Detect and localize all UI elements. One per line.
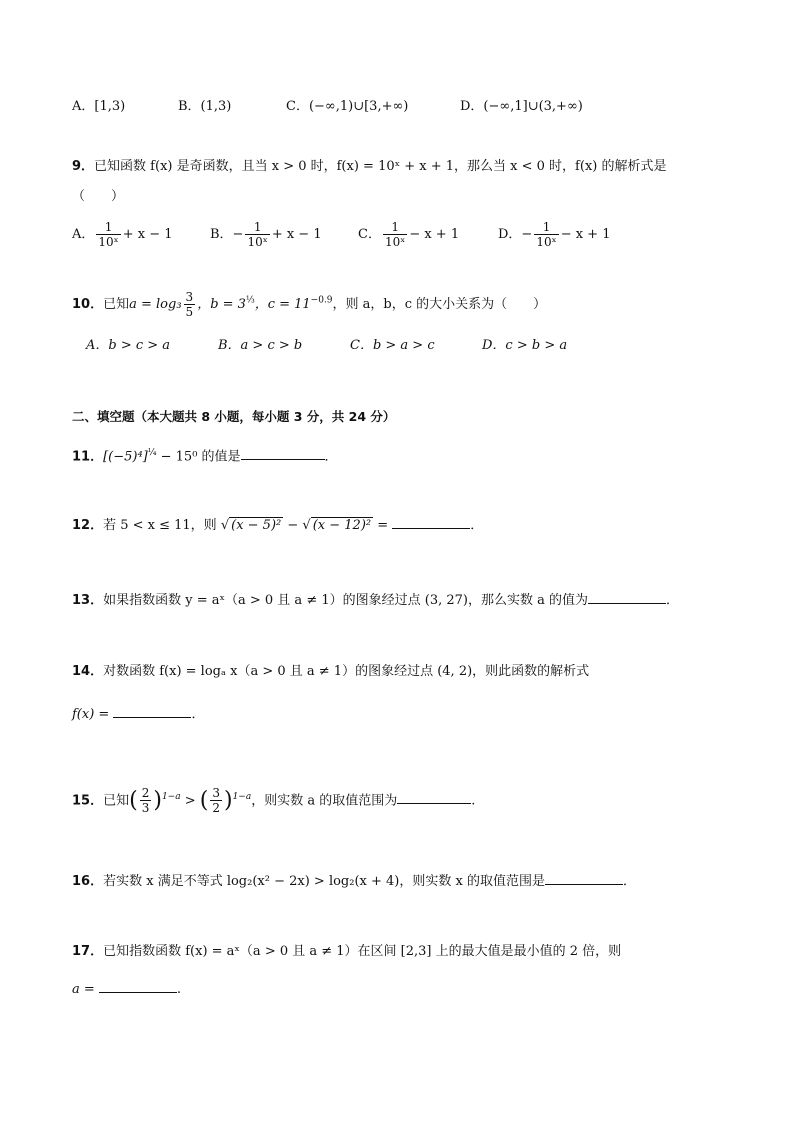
q14-line2 [72, 703, 204, 725]
q9-option-d-label: D．− [498, 227, 533, 242]
q9-option-d-rest: − x + 1 [560, 227, 611, 242]
q10-option-c: C．b > a > c [350, 338, 435, 353]
q14-text: 对数函数 f(x) = logₐ x（a > 0 且 a ≠ 1）的图象经过点 (4, 2)，则此函数的解析式 [103, 664, 590, 679]
q15-lparen1: ( [129, 787, 138, 813]
q10-pre: 已知 [103, 297, 130, 312]
q10-frac-den: 5 [185, 305, 194, 319]
q9-option-a-label: A． [72, 227, 95, 242]
q9-frac-num: 1 [534, 220, 558, 235]
q9-frac-num: 1 [245, 220, 269, 235]
q9-frac-num: 1 [96, 220, 120, 235]
q15-f2-den: 2 [212, 801, 220, 816]
q17-line2 [72, 978, 181, 1000]
q12: 12．若 5 < x ≤ 11，则 √ (x − 5)² − √ (x − 12)² = ． [72, 514, 483, 536]
q11-expr: [(−5)⁴] [103, 449, 148, 465]
q17 [72, 942, 621, 962]
q14-end: ． [191, 707, 205, 722]
q10-b-exp: ⅓ [245, 295, 255, 306]
q11-answer-blank[interactable] [241, 445, 325, 460]
q15 [72, 782, 475, 816]
q16-answer-blank[interactable] [545, 870, 623, 885]
q9-option-b-rest: + x − 1 [271, 227, 322, 242]
q9-option-a-rest: + x − 1 [122, 227, 173, 242]
q15-f1-num: 2 [141, 786, 150, 801]
q9-option-d-fraction [534, 220, 558, 249]
q17-text: 已知指数函数 f(x) = aˣ（a > 0 且 a ≠ 1）在区间 [2,3] 上的最大值是最小值的 2 倍，则 [103, 944, 622, 959]
q12-end: ． [470, 518, 484, 533]
q8-option-c: C．(−∞,1)∪[3,+∞) [286, 99, 409, 114]
q10-post: ，则 a，b，c 的大小关系为（ ） [332, 297, 547, 312]
q9-stem-text: 已知函数 f(x) 是奇函数，且当 x > 0 时，f(x) = 10ˣ + x + 1，那么当 x < 0 时，f(x) 的解析式是 [94, 159, 667, 174]
q10-stem [72, 290, 546, 319]
q11-end: ． [324, 449, 338, 465]
q17-answer-blank[interactable] [99, 978, 177, 993]
q10-a-expr: a = log₃ [129, 297, 182, 312]
q9-frac-den: 10ˣ [98, 235, 119, 249]
q13-end: ． [665, 593, 679, 608]
q10-fraction [184, 290, 196, 319]
q9-frac-den: 10ˣ [384, 235, 406, 249]
q12-pre: 若 5 < x ≤ 11，则 [103, 518, 221, 533]
q15-fraction-1 [140, 786, 152, 815]
q16 [72, 870, 636, 892]
q13-text: 如果指数函数 y = aˣ（a > 0 且 a ≠ 1）的图象经过点 (3, 27)，那么实数 a 的值为 [103, 593, 588, 608]
q17-end: . [176, 982, 182, 997]
q9-option-c-label: C． [358, 227, 381, 242]
q9-option-d [498, 220, 610, 249]
q11 [72, 443, 338, 467]
q11-number: 11． [72, 449, 104, 465]
q11-rest: − 15⁰ 的值是 [156, 449, 241, 465]
q12-eq: = [373, 518, 393, 533]
section-2-title: 二、填空题（本大题共 8 小题，每小题 3 分，共 24 分） [72, 409, 396, 424]
q12-mid: − [283, 518, 303, 533]
q15-pre: 已知 [103, 793, 130, 809]
q17-number: 17． [72, 944, 104, 959]
q14-answer-blank[interactable] [113, 703, 191, 718]
q15-answer-blank[interactable] [397, 789, 471, 804]
q15-f2-num: 3 [212, 786, 220, 801]
q15-post: ，则实数 a 的取值范围为 [251, 793, 398, 809]
q12-root2: (x − 12)² [312, 518, 372, 533]
q11-exp: ¼ [147, 448, 157, 458]
q12-root1: (x − 5)² [231, 518, 282, 533]
q12-number: 12． [72, 518, 104, 533]
q8-option-b: B．(1,3) [178, 99, 232, 114]
q15-lparen2: ( [199, 787, 209, 813]
q9-option-b-label: B．− [210, 227, 244, 242]
q9-frac-den: 10ˣ [536, 235, 557, 249]
q13-number: 13． [72, 593, 104, 608]
q10-b-expr: ，b = 3 [197, 297, 246, 312]
q14-fx: f(x) = [72, 707, 114, 722]
q17-a: a = [72, 982, 99, 997]
q14-number: 14． [72, 664, 104, 679]
q10-c-expr: ，c = 11 [254, 297, 311, 312]
q15-number: 15． [72, 793, 104, 809]
q16-number: 16． [72, 874, 104, 889]
q9-frac-den: 10ˣ [247, 235, 268, 249]
q15-rparen1: ) [153, 787, 162, 813]
q16-text: 若实数 x 满足不等式 log₂(x² − 2x) > log₂(x + 4)，则实数 x 的取值范围是 [103, 874, 545, 889]
q13 [72, 589, 679, 611]
q10-option-d: D．c > b > a [482, 338, 568, 353]
q10-option-a: A．b > c > a [86, 338, 171, 353]
q9-option-a [72, 220, 173, 249]
q9-option-a-fraction [96, 220, 120, 249]
q15-gt: > [180, 793, 200, 809]
q15-f1-den: 3 [141, 801, 150, 816]
q10-number: 10． [72, 297, 104, 312]
q15-exp2: 1−a [232, 792, 252, 802]
q15-fraction-2 [210, 786, 222, 815]
q9-option-b [210, 220, 322, 249]
q13-answer-blank[interactable] [588, 589, 666, 604]
q9-option-c-fraction [383, 220, 407, 249]
q9-stem [72, 157, 666, 177]
q16-end: ． [622, 874, 636, 889]
q9-number: 9． [72, 159, 95, 174]
q10-frac-num: 3 [185, 290, 194, 304]
q10-option-b: B．a > c > b [218, 338, 303, 353]
q9-option-b-fraction [245, 220, 269, 249]
q15-rparen2: ) [223, 787, 233, 813]
q9-option-c-rest: − x + 1 [409, 227, 460, 242]
q8-option-d: D．(−∞,1]∪(3,+∞) [460, 99, 583, 114]
q8-option-a: A．[1,3) [72, 99, 126, 114]
q15-exp1: 1−a [161, 792, 181, 802]
q14 [72, 662, 589, 682]
q15-end: . [471, 793, 476, 809]
q9-paren: （ ） [72, 189, 125, 204]
q12-answer-blank[interactable] [392, 514, 470, 529]
q9-option-c [358, 220, 459, 249]
q10-c-exp: −0.9 [310, 295, 333, 306]
q9-frac-num: 1 [383, 220, 407, 235]
